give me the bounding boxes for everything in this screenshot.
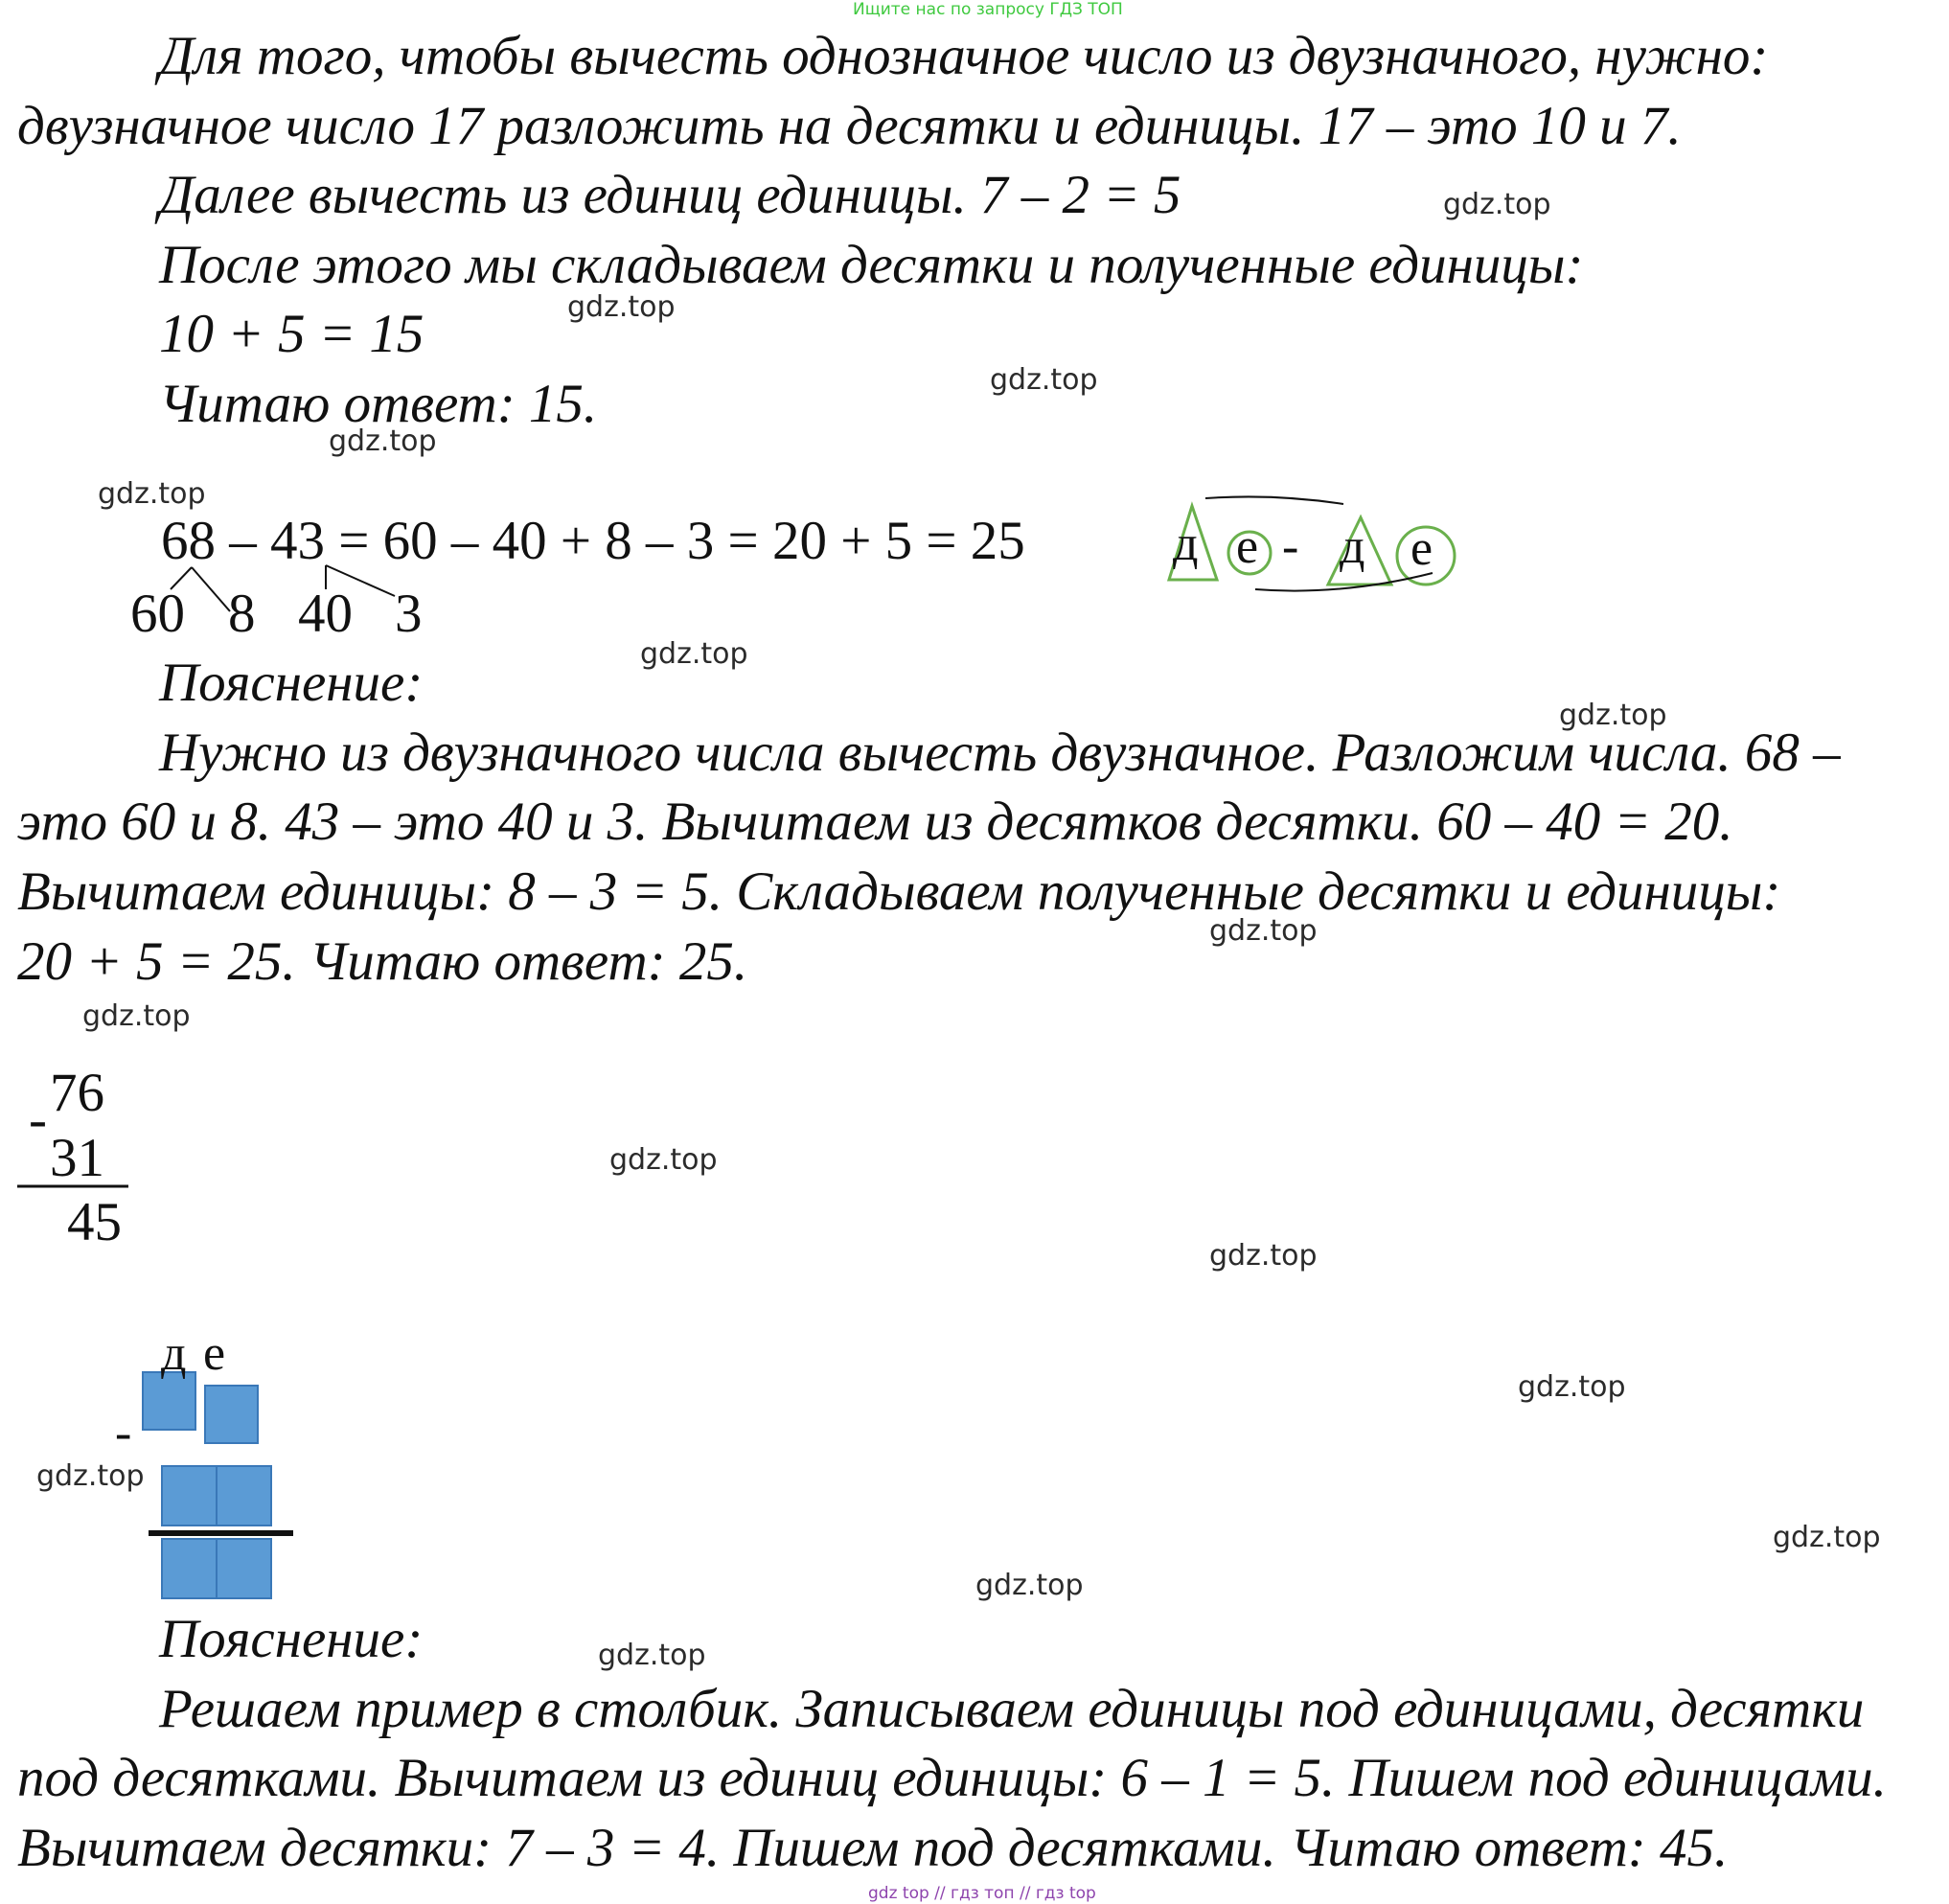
watermark: gdz.top <box>1443 188 1551 221</box>
watermark: gdz.top <box>567 290 676 324</box>
top-banner: Ищите нас по запросу ГДЗ ТОП <box>853 0 1123 19</box>
square-mid-tens <box>162 1466 217 1525</box>
squares-minus: - <box>115 1406 132 1460</box>
watermark: gdz.top <box>329 424 437 458</box>
s2-p2: это 60 и 8. 43 – это 40 и 3. Вычитаем из десятков десятки. 60 – 40 = 20. <box>17 791 1733 852</box>
squares-d: д <box>161 1326 187 1381</box>
s1-line3: Далее вычесть из единиц единицы. 7 – 2 = 5 <box>159 165 1181 225</box>
watermark: gdz.top <box>990 363 1098 397</box>
s1-line5: 10 + 5 = 15 <box>159 304 424 364</box>
s1-line1: Для того, чтобы вычесть однозначное число из двузначного, нужно: <box>159 26 1769 86</box>
watermark: gdz.top <box>598 1639 706 1672</box>
watermark: gdz.top <box>640 637 748 671</box>
scheme-e1: е <box>1236 519 1259 574</box>
square-bottom-units <box>217 1539 271 1598</box>
part-40: 40 <box>298 584 353 644</box>
part-8: 8 <box>228 584 256 644</box>
equation-68-43: 68 – 43 = 60 – 40 + 8 – 3 = 20 + 5 = 25 <box>161 511 1025 571</box>
square-top-tens <box>143 1372 195 1430</box>
column-subtrahend: 31 <box>50 1128 104 1188</box>
s1-line4: После этого мы складываем десятки и полученные единицы: <box>159 235 1584 295</box>
watermark: gdz.top <box>1773 1521 1881 1554</box>
bottom-banner: gdz top // гдз топ // гдз top <box>868 1884 1096 1903</box>
decomp-line-3 <box>326 565 395 596</box>
s3-p2: под десятками. Вычитаем из единиц единицы: 6 – 1 = 5. Пишем под единицами. <box>17 1748 1887 1808</box>
s3-p1: Решаем пример в столбик. Записываем единицы под единицами, десятки <box>159 1679 1865 1739</box>
watermark: gdz.top <box>1518 1370 1626 1404</box>
watermark: gdz.top <box>98 477 206 511</box>
squares-e: е <box>203 1326 226 1381</box>
s2-heading: Пояснение: <box>159 653 424 713</box>
s2-p3: Вычитаем единицы: 8 – 3 = 5. Складываем полученные десятки и единицы: <box>17 861 1781 922</box>
s3-p3: Вычитаем десятки: 7 – 3 = 4. Пишем под десятками. Читаю ответ: 45. <box>17 1818 1729 1878</box>
s1-line2: двузначное число 17 разложить на десятки и единицы. 17 – это 10 и 7. <box>17 96 1682 156</box>
column-minuend: 76 <box>50 1063 104 1123</box>
square-top-units <box>205 1386 258 1443</box>
scheme-d1: д <box>1173 516 1199 571</box>
watermark: gdz.top <box>1209 914 1318 948</box>
column-minus: - <box>29 1090 47 1150</box>
arc-tens <box>1205 496 1343 504</box>
decomp-line-60 <box>171 567 192 589</box>
s2-p1: Нужно из двузначного числа вычесть двузначное. Разложим числа. 68 – <box>159 723 1841 783</box>
watermark: gdz.top <box>975 1569 1084 1602</box>
s2-p4: 20 + 5 = 25. Читаю ответ: 25. <box>17 931 748 992</box>
watermark: gdz.top <box>1559 699 1667 732</box>
scheme-d2: д <box>1340 519 1365 574</box>
part-60: 60 <box>130 584 185 644</box>
watermark: gdz.top <box>609 1143 718 1177</box>
square-bottom-tens <box>162 1539 217 1598</box>
watermark: gdz.top <box>82 999 191 1033</box>
scheme-e2: е <box>1410 521 1433 576</box>
part-3: 3 <box>395 584 423 644</box>
scheme-minus: - <box>1282 519 1299 574</box>
s1-line6: Читаю ответ: 15. <box>159 374 598 434</box>
column-result: 45 <box>67 1192 122 1252</box>
decomp-line-8 <box>192 567 230 611</box>
watermark: gdz.top <box>36 1459 145 1493</box>
square-mid-units <box>217 1466 271 1525</box>
watermark: gdz.top <box>1209 1239 1318 1273</box>
s3-heading: Пояснение: <box>159 1609 424 1669</box>
